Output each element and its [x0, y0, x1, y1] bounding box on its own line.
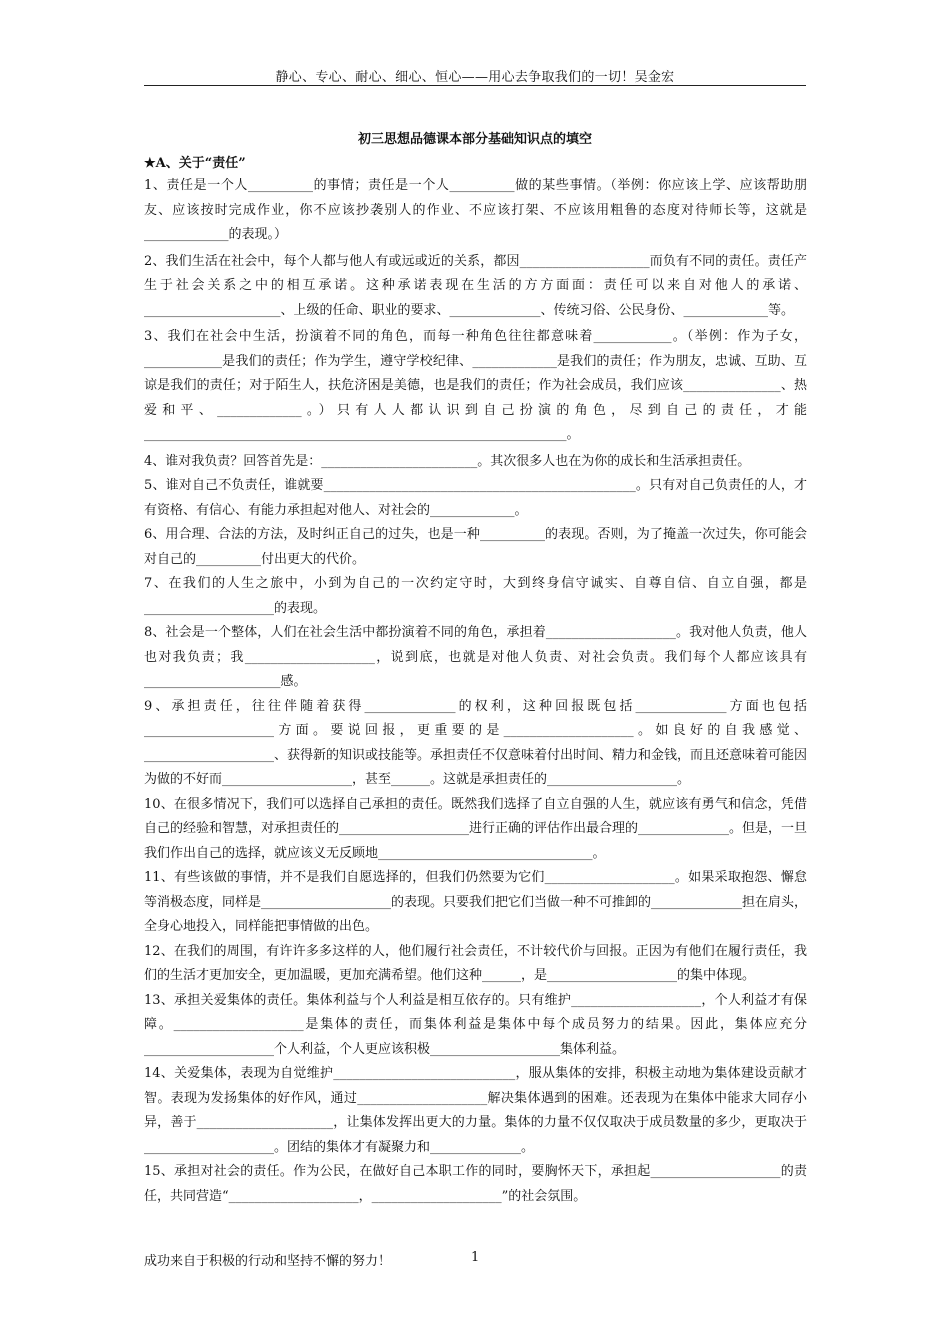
- question-12: 12、在我们的周围，有许许多多这样的人，他们履行社会责任，不计较代价与回报。正因为有他们在履行责任，我们的生活才更加安全，更加温暖，更加充满希望。他们这种______，是____________________的集中体现。: [144, 943, 807, 983]
- section-heading: ★A、关于“责任”: [144, 156, 246, 171]
- question-1: 1、责任是一个人__________的事情；责任是一个人__________做的某些事情。（举例：你应该上学、应该帮助朋友、应该按时完成作业，你不应该抄袭别人的作业、不应该打架、不应该用粗鲁的态度对待师长等，这就是_____________的表现。）: [144, 178, 807, 242]
- footer-motto: 成功来自于积极的行动和坚持不懈的努力！: [144, 1254, 392, 1269]
- question-5: 5、谁对自己不负责任，谁就要________________________________________________。只有对自己负责任的人，才有资格、有信心、有能力承担起对他人、对社会的_____________。: [144, 478, 807, 518]
- question-3: 3、我们在社会中生活，扮演着不同的角色，而每一种角色往往都意味着____________。（举例：作为子女，____________是我们的责任；作为学生，遵守学校纪律、_____________是我们的责任；作为朋友，忠诚、互助、互谅是我们的责任；对于陌生人，扶危济困是美德，也是我们的责任；作为社会成员，我们应该_______________、热爱和平、_____________。）只有人人都认识到自己扮演的角色，尽到自己的责任，才能_________________________________________________________________。: [144, 329, 807, 442]
- question-8: 8、社会是一个整体，人们在社会生活中都扮演着不同的角色，承担着____________________。我对他人负责，他人也对我负责；我____________________，说到底，也就是对他人负责、对社会负责。我们每个人都应该具有_____________________感。: [144, 625, 807, 689]
- page-header: 静心、专心、耐心、细心、恒心——用心去争取我们的一切！吴金宏: [275, 70, 675, 85]
- question-14: 14、关爱集体，表现为自觉维护____________________________，服从集体的安排，积极主动地为集体建设贡献才智。表现为发扬集体的好作风，通过____________________解决集体遇到的困难。还表现为在集体中能求大同存小异，善于_____________________，让集体发挥出更大的力量。集体的力量不仅仅取决于成员数量的多少，更取决于____________________。团结的集体才有凝聚力和______________。: [144, 1066, 807, 1155]
- question-6: 6、用合理、合法的方法，及时纠正自己的过失，也是一种__________的表现。否则，为了掩盖一次过失，你可能会对自己的__________付出更大的代价。: [144, 527, 807, 567]
- question-13: 13、承担关爱集体的责任。集体利益与个人利益是相互依存的。只有维护____________________，个人利益才有保障。____________________是集体的责任，而集体利益是集体中每个成员努力的结果。因此，集体应充分____________________个人利益，个人更应该积极____________________集体利益。: [144, 992, 807, 1057]
- question-10: 10、在很多情况下，我们可以选择自己承担的责任。既然我们选择了自立自强的人生，就应该有勇气和信念，凭借自己的经验和智慧，对承担责任的____________________进行正确的评估作出最合理的______________。但是，一旦我们作出自己的选择，就应该义无反顾地_________________________________。: [144, 796, 808, 861]
- page-number: 1: [471, 1250, 480, 1265]
- question-11: 11、有些该做的事情，并不是我们自愿选择的，但我们仍然要为它们____________________。如果采取抱怨、懈怠等消极态度，同样是____________________的表现。只要我们把它们当做一种不可推卸的______________担在肩头，全身心地投入，同样能把事情做的出色。: [144, 870, 808, 934]
- question-2: 2、我们生活在社会中，每个人都与他人有或远或近的关系，都因____________________而负有不同的责任。责任产生于社会关系之中的相互承诺。这种承诺表现在生活的方方面面：责任可以来自对他人的承诺、_____________________、上级的任命、职业的要求、______________、传统习俗、公民身份、_____________等。: [144, 253, 807, 318]
- document-title: 初三思想品德课本部分基础知识点的填空: [357, 132, 592, 147]
- document-body: [144, 174, 807, 1209]
- header-divider: [144, 85, 806, 86]
- question-7: 7、在我们的人生之旅中，小到为自己的一次约定守时，大到终身信守诚实、自尊自信、自立自强，都是____________________的表现。: [144, 576, 807, 616]
- question-4: 4、谁对我负责？回答首先是：________________________。其次很多人也在为你的成长和生活承担责任。: [144, 453, 751, 469]
- question-9: 9、承担责任，往往伴随着获得______________的权利，这种回报既包括______________方面也包括____________________方面。要说回报，更重要的是____________________。如良好的自我感觉、____________________、获得新的知识或技能等。承担责任不仅意味着付出时间、精力和金钱，而且还意味着可能因为做的不好而____________________，甚至______。这就是承担责任的____________________。: [144, 698, 808, 787]
- question-15: 15、承担对社会的责任。作为公民，在做好自己本职工作的同时，要胸怀天下，承担起____________________的责任，共同营造“____________________，____________________”的社会氛围。: [144, 1164, 807, 1204]
